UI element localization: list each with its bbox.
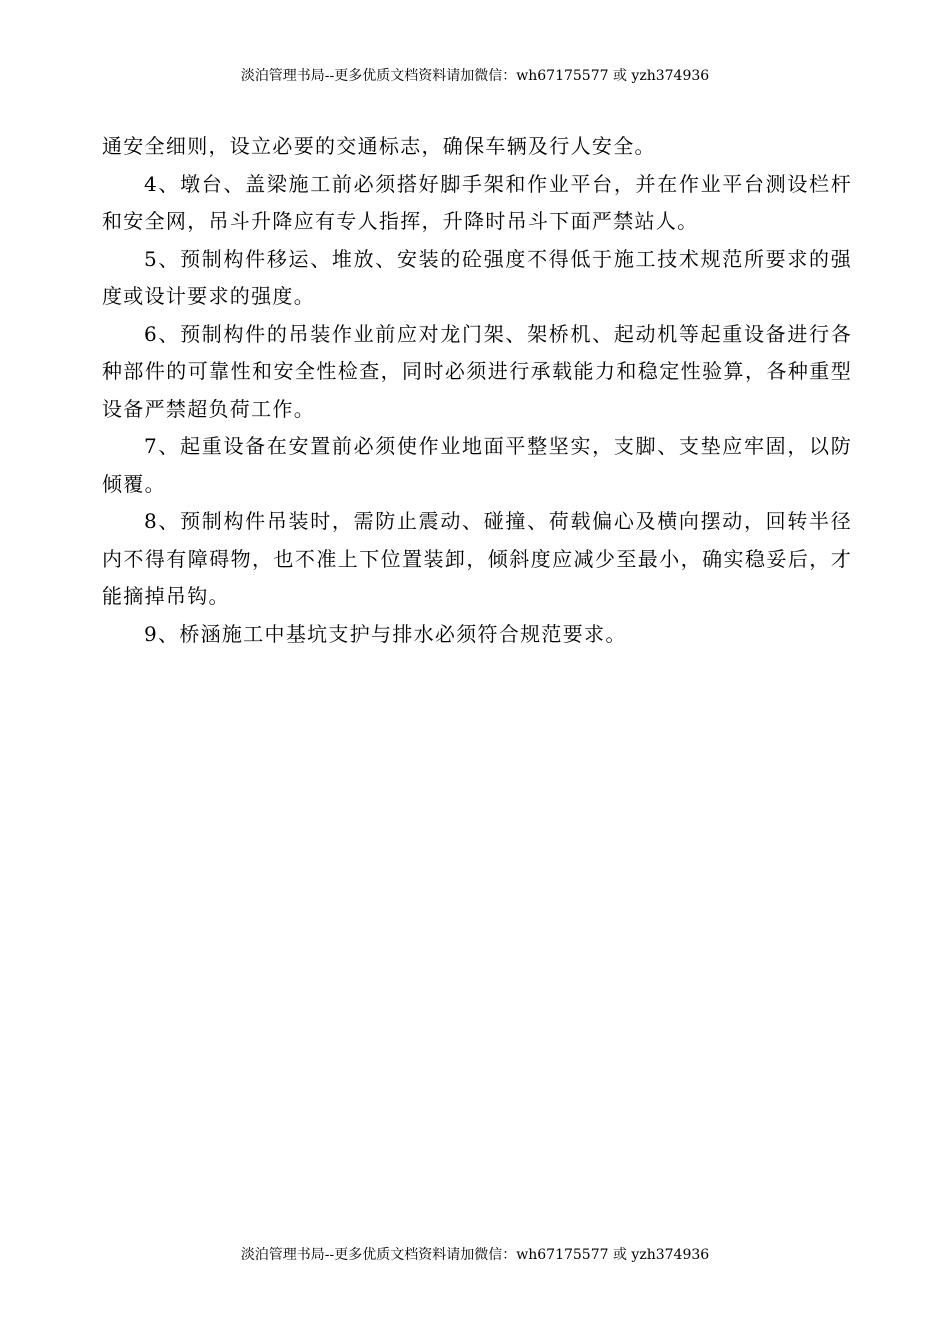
paragraph-continuation: 通安全细则，设立必要的交通标志，确保车辆及行人安全。 [102, 134, 656, 158]
page-header: 淡泊管理书局--更多优质文档资料请加微信：wh67175577 或 yzh374936 [240, 68, 710, 84]
document-body [102, 128, 852, 653]
paragraph-item-8: 8、预制构件吊装时，需防止震动、碰撞、荷载偏心及横向摆动，回转半径内不得有障碍物，也不准上下位置装卸，倾斜度应减少至最小，确实稳妥后，才能摘掉吊钩。 [102, 509, 852, 608]
paragraph-item-6: 6、预制构件的吊装作业前应对龙门架、架桥机、起动机等起重设备进行各种部件的可靠性和安全性检查，同时必须进行承载能力和稳定性验算，各种重型设备严禁超负荷工作。 [102, 321, 852, 421]
paragraph-item-7: 7、起重设备在安置前必须使作业地面平整坚实，支脚、支垫应牢固，以防倾覆。 [102, 434, 852, 496]
paragraph-item-9: 9、桥涵施工中基坑支护与排水必须符合规范要求。 [144, 621, 627, 646]
paragraph-item-5: 5、预制构件移运、堆放、安装的砼强度不得低于施工技术规范所要求的强度或设计要求的强度。 [102, 246, 852, 308]
paragraph-item-4: 4、墩台、盖梁施工前必须搭好脚手架和作业平台，并在作业平台测设栏杆和安全网，吊斗升降应有专人指挥，升降时吊斗下面严禁站人。 [102, 171, 852, 233]
page-footer: 淡泊管理书局--更多优质文档资料请加微信：wh67175577 或 yzh374936 [240, 1247, 710, 1263]
